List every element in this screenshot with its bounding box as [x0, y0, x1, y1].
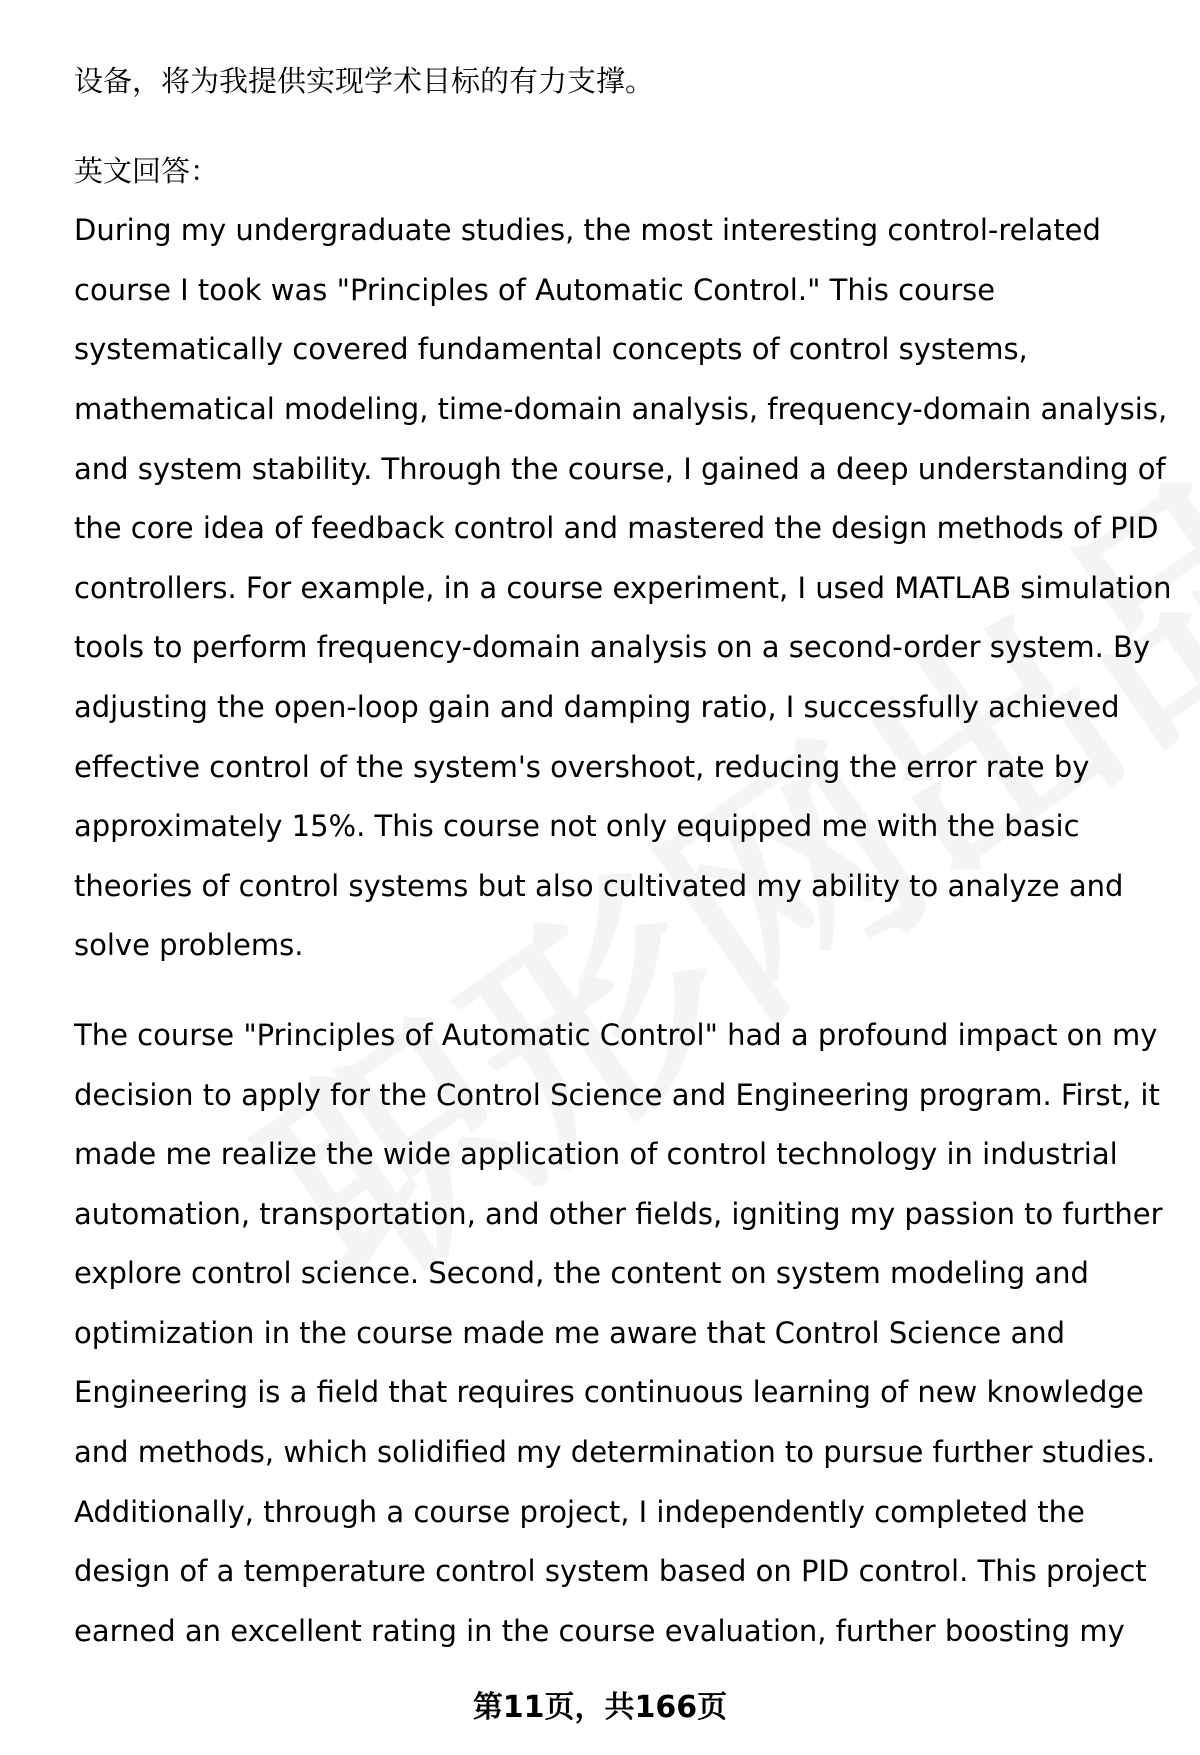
paragraph-line: the core idea of feedback control and mastered the design methods of PID [74, 511, 1159, 546]
paragraph-line: solve problems. [74, 928, 304, 963]
paragraph-line: approximately 15%. This course not only equipped me with the basic [74, 809, 1080, 844]
paragraph-line: and system stability. Through the course, I gained a deep understanding of [74, 451, 1166, 486]
paragraph-line: systematically covered fundamental concepts of control systems, [74, 332, 1028, 367]
paragraph-line: The course "Principles of Automatic Control" had a profound impact on my [74, 1017, 1158, 1052]
answer-heading: 英文回答： [74, 153, 220, 188]
paragraph-line: theories of control systems but also cultivated my ability to analyze and [74, 868, 1124, 903]
paragraph-line: mathematical modeling, time-domain analysis, frequency-domain analysis, [74, 391, 1168, 426]
paragraph-line: automation, transportation, and other fields, igniting my passion to further [74, 1196, 1163, 1231]
page-content [74, 52, 1172, 1661]
paragraph-line: explore control science. Second, the content on system modeling and [74, 1256, 1089, 1291]
paragraph-line: Additionally, through a course project, I independently completed the [74, 1494, 1085, 1529]
intro-line: 设备，将为我提供实现学术目标的有力支撑。 [74, 64, 655, 98]
paragraph-line: controllers. For example, in a course experiment, I used MATLAB simulation [74, 570, 1172, 605]
paragraph-line: optimization in the course made me aware that Control Science and [74, 1315, 1066, 1350]
paragraph-line: During my undergraduate studies, the most interesting control-related [74, 213, 1101, 248]
paragraph-line: earned an excellent rating in the course evaluation, further boosting my [74, 1613, 1125, 1648]
paragraph-line: Engineering is a field that requires continuous learning of new knowledge [74, 1375, 1144, 1410]
paragraph-2 [74, 1006, 1163, 1662]
paragraph-line: design of a temperature control system based on PID control. This project [74, 1554, 1147, 1589]
paragraph-line: tools to perform frequency-domain analysis on a second-order system. By [74, 630, 1151, 665]
paragraph-1 [74, 201, 1172, 976]
paragraph-line: effective control of the system's overshoot, reducing the error rate by [74, 749, 1090, 784]
paragraph-line: decision to apply for the Control Science and Engineering program. First, it [74, 1077, 1160, 1112]
page-number-footer: 第11页，共166页 [472, 1690, 728, 1725]
paragraph-line: adjusting the open-loop gain and damping ratio, I successfully achieved [74, 689, 1120, 724]
paragraph-line: made me realize the wide application of control technology in industrial [74, 1137, 1118, 1172]
paragraph-line: course I took was "Principles of Automatic Control." This course [74, 272, 996, 307]
paragraph-line: and methods, which solidified my determination to pursue further studies. [74, 1435, 1156, 1470]
